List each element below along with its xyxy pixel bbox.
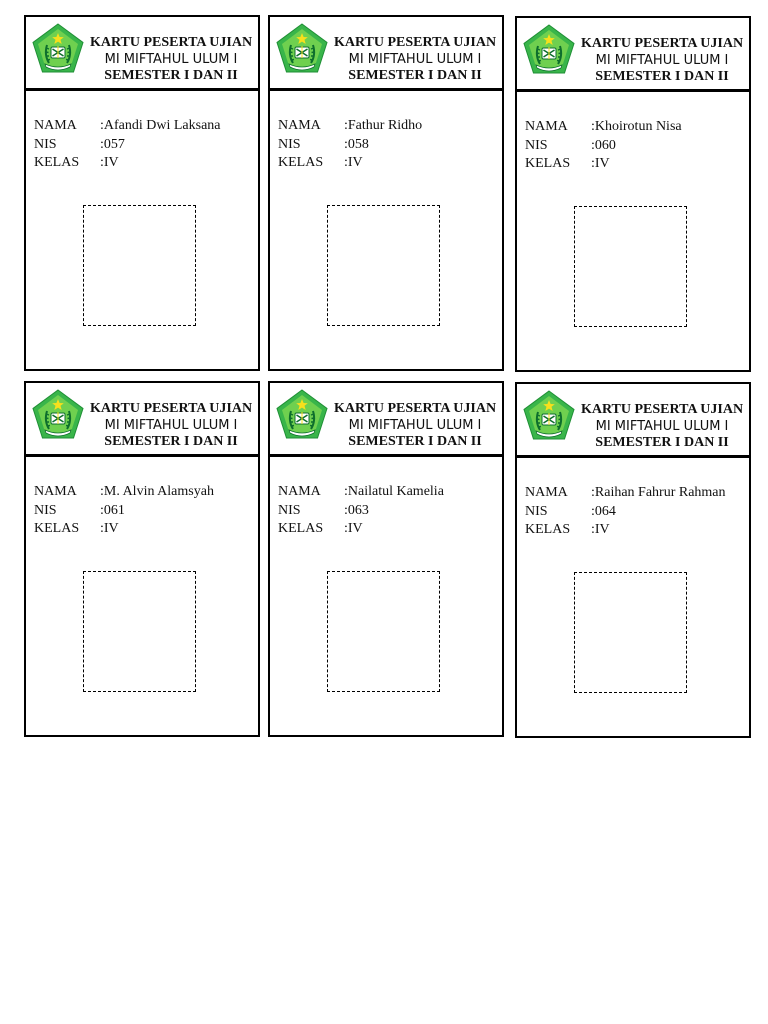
nis-value: :064 [591,503,616,519]
nis-row [34,136,221,155]
school-name: MI MIFTAHUL ULUM I [104,51,238,67]
exam-card [24,381,260,737]
school-name: MI MIFTAHUL ULUM I [595,418,729,434]
exam-card [268,15,504,371]
card-title: KARTU PESERTA UJIAN [89,35,253,50]
nis-label: NIS [278,136,301,152]
card-header [26,383,258,457]
semester-label: SEMESTER I DAN II [104,434,238,449]
card-header-text [577,36,747,86]
madrasah-emblem-icon [523,390,575,442]
student-fields [278,117,422,173]
school-name: MI MIFTAHUL ULUM I [595,52,729,68]
school-name: MI MIFTAHUL ULUM I [348,417,482,433]
nama-row [525,484,726,503]
nama-row [34,483,214,502]
nis-row [278,502,444,521]
kelas-value: :IV [344,521,363,536]
exam-card [515,382,751,738]
nama-row [525,118,682,137]
photo-placeholder [327,571,440,692]
madrasah-emblem-icon [276,23,328,75]
kelas-value: :IV [591,156,610,171]
school-name: MI MIFTAHUL ULUM I [104,417,238,433]
nama-label: NAMA [34,118,77,133]
nama-value: :Raihan Fahrur Rahman [591,485,726,500]
nama-value: :Fathur Ridho [344,118,423,133]
card-title: KARTU PESERTA UJIAN [333,401,497,416]
card-title: KARTU PESERTA UJIAN [89,401,253,416]
nis-label: NIS [525,503,548,519]
student-fields [34,483,214,539]
nama-row [278,117,422,136]
kelas-value: :IV [100,521,119,536]
madrasah-emblem-icon [32,23,84,75]
kelas-row [525,521,726,540]
photo-placeholder [83,205,196,326]
kelas-label: KELAS [278,155,324,170]
nis-value: :063 [344,502,369,518]
card-header [517,384,749,458]
card-header [270,17,502,91]
madrasah-emblem-icon [32,389,84,441]
kelas-row [34,154,221,173]
kelas-value: :IV [344,155,363,170]
card-title: KARTU PESERTA UJIAN [580,402,744,417]
nis-label: NIS [34,502,57,518]
nama-label: NAMA [525,119,568,134]
semester-label: SEMESTER I DAN II [348,68,482,83]
photo-placeholder [574,206,687,327]
kelas-row [525,155,682,174]
kelas-label: KELAS [278,521,324,536]
card-title: KARTU PESERTA UJIAN [580,36,744,51]
exam-card [268,381,504,737]
card-header-text [330,401,500,451]
nama-label: NAMA [34,484,77,499]
nama-label: NAMA [278,484,321,499]
kelas-row [34,520,214,539]
student-fields [34,117,221,173]
kelas-label: KELAS [525,522,571,537]
nama-label: NAMA [525,485,568,500]
semester-label: SEMESTER I DAN II [104,68,238,83]
nama-value: :Afandi Dwi Laksana [100,118,221,133]
kelas-label: KELAS [34,155,80,170]
nama-label: NAMA [278,118,321,133]
nis-row [525,503,726,522]
semester-label: SEMESTER I DAN II [595,435,729,450]
photo-placeholder [83,571,196,692]
nama-value: :Nailatul Kamelia [344,484,444,499]
nis-row [278,136,422,155]
nama-row [278,483,444,502]
card-header-text [330,35,500,85]
semester-label: SEMESTER I DAN II [595,69,729,84]
nama-value: :M. Alvin Alamsyah [100,484,214,499]
card-header-text [86,401,256,451]
card-header [26,17,258,91]
nama-value: :Khoirotun Nisa [591,119,682,134]
nis-label: NIS [278,502,301,518]
kelas-label: KELAS [525,156,571,171]
school-name: MI MIFTAHUL ULUM I [348,51,482,67]
kelas-value: :IV [100,155,119,170]
madrasah-emblem-icon [276,389,328,441]
card-title: KARTU PESERTA UJIAN [333,35,497,50]
exam-card [515,16,751,372]
student-fields [525,118,682,174]
kelas-value: :IV [591,522,610,537]
exam-card [24,15,260,371]
kelas-label: KELAS [34,521,80,536]
student-fields [525,484,726,540]
kelas-row [278,154,422,173]
card-header [517,18,749,92]
card-header-text [577,402,747,452]
nis-value: :058 [344,136,369,152]
nis-value: :061 [100,502,125,518]
photo-placeholder [574,572,687,693]
nama-row [34,117,221,136]
nis-value: :060 [591,137,616,153]
student-fields [278,483,444,539]
card-header-text [86,35,256,85]
kelas-row [278,520,444,539]
nis-row [34,502,214,521]
nis-label: NIS [525,137,548,153]
madrasah-emblem-icon [523,24,575,76]
nis-row [525,137,682,156]
photo-placeholder [327,205,440,326]
semester-label: SEMESTER I DAN II [348,434,482,449]
nis-label: NIS [34,136,57,152]
card-header [270,383,502,457]
nis-value: :057 [100,136,125,152]
